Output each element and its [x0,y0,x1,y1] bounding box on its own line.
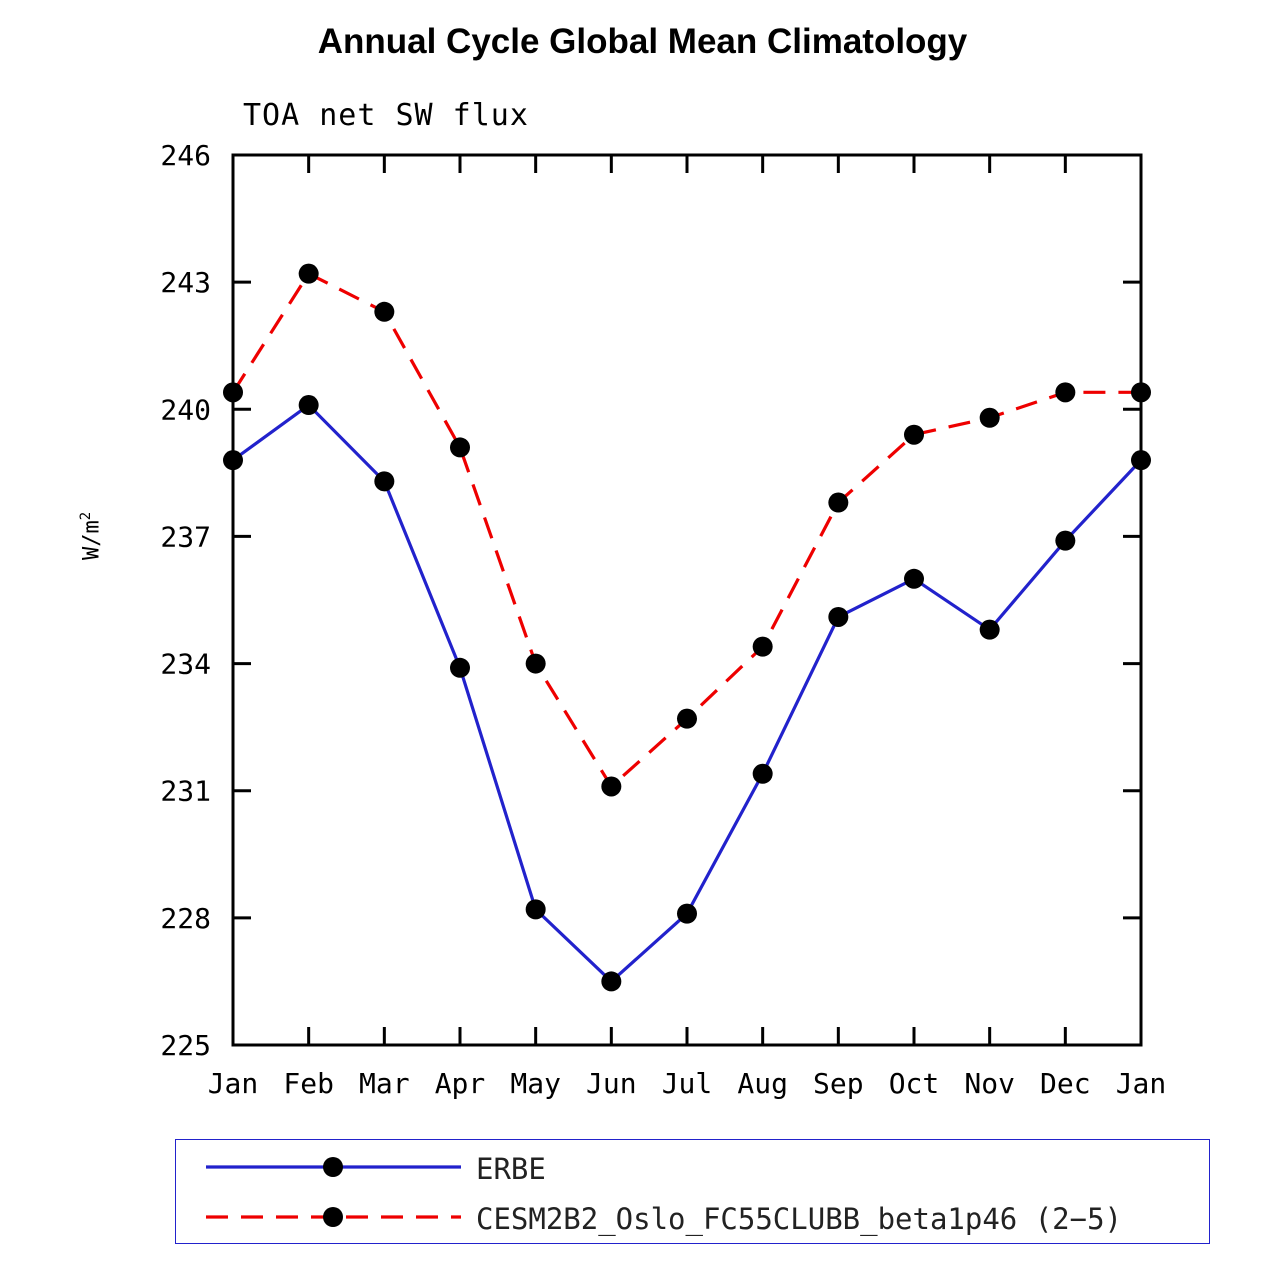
y-tick-label: 234 [160,647,211,681]
data-point [526,654,546,674]
y-tick-label: 231 [160,774,211,808]
data-point [828,493,848,513]
legend-marker-1 [323,1207,343,1227]
data-point [677,904,697,924]
data-point [904,569,924,589]
y-tick-label: 228 [160,901,211,935]
x-tick-label: Aug [737,1067,788,1100]
data-series-layer [223,264,1151,992]
data-point [828,607,848,627]
y-tick-label: 240 [160,393,211,427]
x-tick-label: Jan [207,1067,259,1100]
series-line-0 [233,405,1141,981]
data-point [1131,450,1151,470]
y-axis-label-exponent: 2 [78,511,94,521]
y-axis-label-text: W/m [79,520,105,560]
x-tick-label: Oct [888,1067,940,1100]
y-tick-label: 237 [160,520,211,554]
legend [175,1139,1210,1244]
data-point [450,658,470,678]
data-point [374,302,394,322]
data-point [526,899,546,919]
data-point [753,637,773,657]
y-tick-label: 246 [160,139,211,172]
legend-marker-0 [323,1157,343,1177]
x-tick-label: Nov [964,1067,1015,1100]
data-point [450,437,470,457]
x-tick-label: Apr [434,1067,486,1100]
y-axis-tick-labels [160,139,211,1062]
data-point [1131,382,1151,402]
data-point [601,971,621,991]
data-point [904,425,924,445]
data-point [374,471,394,491]
data-point [1055,531,1075,551]
chart-subtitle: TOA net SW flux [243,98,529,133]
data-point [980,408,1000,428]
legend-item-label-0: ERBE [476,1152,546,1186]
x-tick-label: Jun [586,1067,637,1100]
data-point [223,382,243,402]
x-tick-label: Jan [1115,1067,1167,1100]
data-point [601,776,621,796]
data-point [677,709,697,729]
x-tick-label: Feb [283,1067,334,1100]
data-point [980,620,1000,640]
page-title: Annual Cycle Global Mean Climatology [317,22,968,61]
y-tick-label: 225 [160,1029,211,1062]
data-point [299,395,319,415]
x-tick-label: Dec [1040,1067,1091,1100]
x-tick-label: Jul [661,1067,713,1100]
data-point [1055,382,1075,402]
x-axis-tick-labels [208,1067,1167,1100]
data-point [753,764,773,784]
x-tick-label: Mar [359,1067,410,1100]
data-point [223,450,243,470]
x-tick-label: May [510,1067,561,1100]
x-tick-label: Sep [813,1067,864,1100]
data-point [299,264,319,284]
legend-item-label-1: CESM2B2_Oslo_FC55CLUBB_beta1p46 (2−5) [476,1202,1123,1236]
y-tick-label: 243 [160,266,211,300]
